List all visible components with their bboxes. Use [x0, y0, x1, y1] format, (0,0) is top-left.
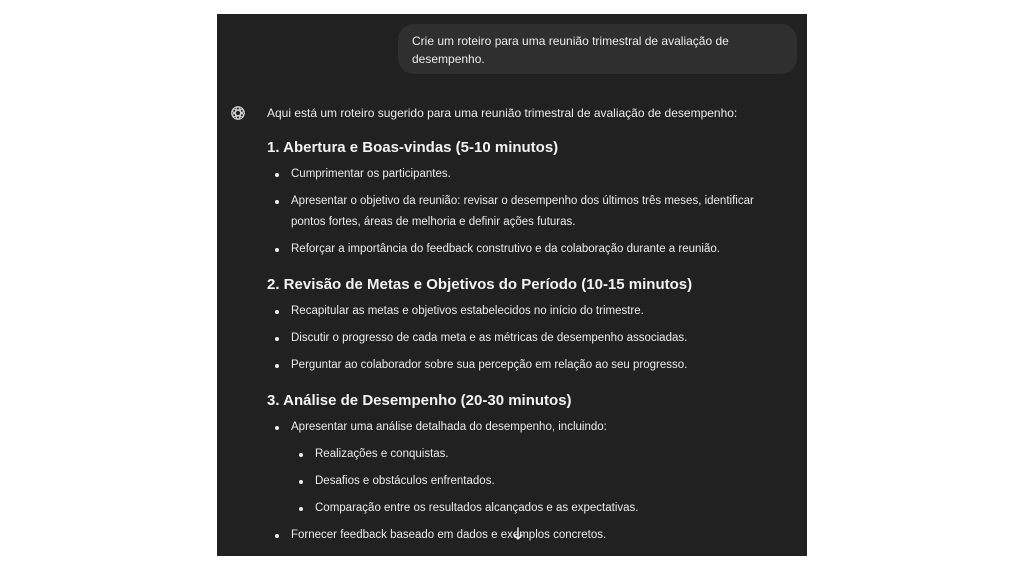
section-title-2: 2. Revisão de Metas e Objetivos do Período (10-15 minutos): [267, 276, 693, 293]
list-item: Recapitular as metas e objetivos estabelecidos no início do trimestre.: [267, 301, 787, 322]
list-item: Cumprimentar os participantes.: [267, 164, 787, 185]
openai-logo-icon: [230, 105, 246, 121]
reply-intro: Aqui está um roteiro sugerido para uma reunião trimestral de avaliação de desempenho:: [267, 106, 738, 120]
user-message-bubble: [398, 24, 797, 74]
list-item: Fornecer feedback baseado em dados e exemplos concretos.: [267, 525, 787, 546]
section-1-list: [267, 164, 787, 260]
section-title-3: 3. Análise de Desempenho (20-30 minutos): [267, 392, 572, 409]
sub-list-item: Realizações e conquistas.: [267, 444, 787, 465]
chat-window: [217, 14, 807, 556]
arrow-down-icon[interactable]: [512, 527, 524, 541]
list-item: Reforçar a importância do feedback construtivo e da colaboração durante a reunião.: [267, 239, 787, 260]
list-item: Perguntar ao colaborador sobre sua percepção em relação ao seu progresso.: [267, 355, 787, 376]
assistant-reply: [267, 103, 787, 546]
sub-list-item: Desafios e obstáculos enfrentados.: [267, 471, 787, 492]
section-2-list: [267, 301, 787, 376]
list-item: Discutir o progresso de cada meta e as métricas de desempenho associadas.: [267, 328, 787, 349]
list-item: Apresentar uma análise detalhada do desempenho, incluindo:: [267, 417, 787, 438]
section-title-1: 1. Abertura e Boas-vindas (5-10 minutos): [267, 139, 559, 156]
user-message-text: Crie um roteiro para uma reunião trimestral de avaliação de desempenho.: [412, 34, 729, 66]
list-item: Apresentar o objetivo da reunião: revisar o desempenho dos últimos três meses, identificar pontos fortes, áreas de melhoria e definir ações futuras.: [267, 191, 787, 233]
section-3-list: [267, 417, 787, 546]
sub-list-item: Comparação entre os resultados alcançados e as expectativas.: [267, 498, 787, 519]
